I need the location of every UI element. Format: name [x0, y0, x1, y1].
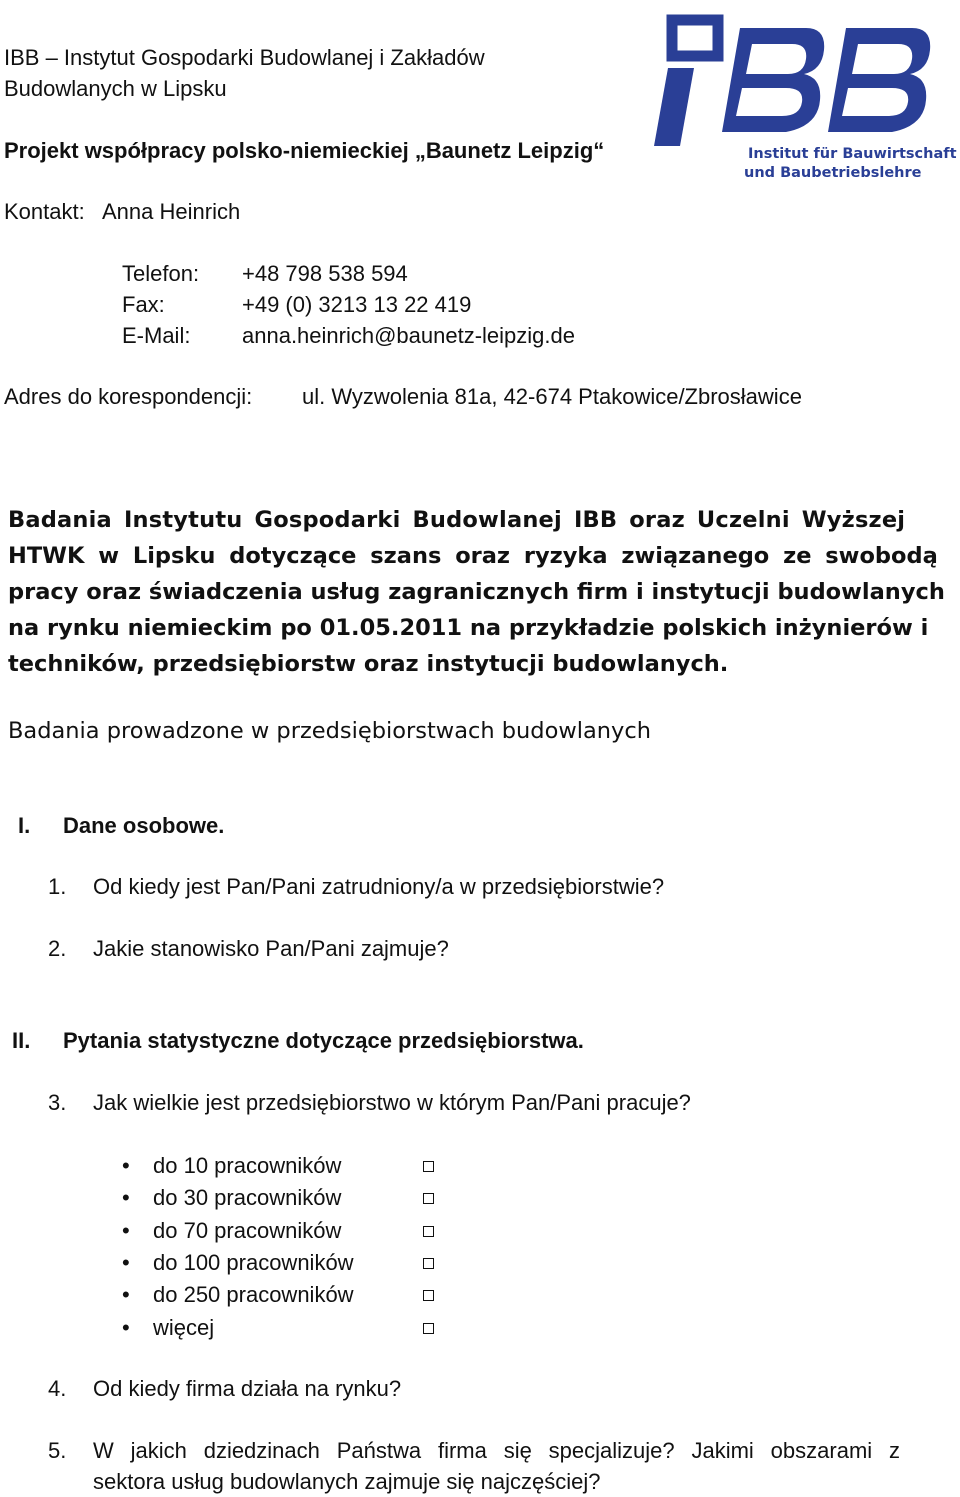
question-4-text: Od kiedy firma działa na rynku?: [93, 1376, 402, 1401]
phone-value: +48 798 538 594: [242, 261, 408, 286]
question-5-number: 5.: [48, 1438, 67, 1463]
logo-text-line1: Institut für Bauwirtschaft: [748, 146, 957, 162]
question-4-number: 4.: [48, 1376, 67, 1401]
ibb-logo: [636, 8, 957, 188]
title-line-1: Badania Instytutu Gospodarki Budowlanej IBB oraz Uczelni Wyższej: [8, 507, 906, 533]
question-2-number: 2.: [48, 936, 67, 961]
section-2-title: Pytania statystyczne dotyczące przedsiębiorstwa.: [63, 1028, 584, 1053]
option-label: do 100 pracowników: [153, 1250, 354, 1275]
q5-word: Jakimi: [691, 1438, 754, 1463]
option-checkbox[interactable]: [423, 1226, 434, 1237]
bullet-icon: •: [122, 1153, 130, 1178]
option-label: do 70 pracowników: [153, 1218, 342, 1243]
question-1-number: 1.: [48, 874, 67, 899]
bullet-icon: •: [122, 1218, 130, 1243]
title-line-5: techników, przedsiębiorstw oraz instytucji budowlanych.: [8, 651, 729, 677]
bullet-icon: •: [122, 1282, 130, 1307]
title-line-4: na rynku niemieckim po 01.05.2011 na przykładzie polskich inżynierów i: [8, 615, 929, 641]
subheading: Badania prowadzone w przedsiębiorstwach budowlanych: [8, 718, 651, 744]
option-label: więcej: [153, 1315, 215, 1340]
q5-word: firma: [437, 1438, 487, 1463]
logo-letter-b1: [722, 28, 824, 132]
option-checkbox[interactable]: [423, 1193, 434, 1204]
section-2-number: II.: [12, 1028, 31, 1053]
document-title: [8, 502, 945, 682]
option-checkbox[interactable]: [423, 1290, 434, 1301]
fax-value: +49 (0) 3213 13 22 419: [242, 292, 472, 317]
phone-label: Telefon:: [122, 261, 200, 286]
section-1-title: Dane osobowe.: [63, 813, 225, 838]
contact-label: Kontakt:: [4, 199, 85, 224]
org-name-line1: IBB – Instytut Gospodarki Budowlanej i Zakładów: [4, 45, 485, 70]
option-label: do 250 pracowników: [153, 1282, 354, 1307]
question-3-number: 3.: [48, 1090, 67, 1115]
q5-word: obszarami: [770, 1438, 873, 1463]
title-line-2: HTWK w Lipsku dotyczące szans oraz ryzyka związanego ze swobodą: [8, 543, 938, 569]
logo-text-line2: und Baubetriebslehre: [744, 165, 922, 181]
q5-word: się: [503, 1438, 532, 1463]
email-value: anna.heinrich@baunetz-leipzig.de: [242, 323, 575, 348]
option-label: do 30 pracowników: [153, 1185, 342, 1210]
email-label: E-Mail:: [122, 323, 191, 348]
option-checkbox[interactable]: [423, 1323, 434, 1334]
bullet-icon: •: [122, 1185, 130, 1210]
q5-word: dziedzinach: [203, 1438, 320, 1463]
question-2-text: Jakie stanowisko Pan/Pani zajmuje?: [93, 936, 449, 961]
question-1-text: Od kiedy jest Pan/Pani zatrudniony/a w przedsiębiorstwie?: [93, 874, 665, 899]
section-1-number: I.: [18, 813, 31, 838]
bullet-icon: •: [122, 1250, 130, 1275]
logo-letter-b2: [828, 28, 930, 132]
option-checkbox[interactable]: [423, 1258, 434, 1269]
question-5-text-line1: [93, 1435, 900, 1466]
option-label: do 10 pracowników: [153, 1153, 342, 1178]
logo-square-outline: [672, 20, 718, 56]
fax-label: Fax:: [122, 292, 165, 317]
q5-word: jakich: [130, 1438, 187, 1463]
project-title: Projekt współpracy polsko-niemieckiej „Baunetz Leipzig“: [4, 138, 605, 163]
address-value: ul. Wyzwolenia 81a, 42-674 Ptakowice/Zbrosławice: [302, 384, 802, 409]
bullet-icon: •: [122, 1315, 130, 1340]
address-label: Adres do korespondencji:: [4, 384, 253, 409]
q5-word: z: [889, 1438, 900, 1463]
q5-word: W: [93, 1438, 114, 1463]
question-3-text: Jak wielkie jest przedsiębiorstwo w którym Pan/Pani pracuje?: [93, 1090, 691, 1115]
title-line-3: pracy oraz świadczenia usług zagranicznych firm i instytucji budowlanych: [8, 579, 945, 605]
q5-word: specjalizuje?: [548, 1438, 675, 1463]
question-5-text-line2: sektora usług budowlanych zajmuje się najczęściej?: [93, 1469, 601, 1494]
logo-letter-i: [654, 68, 694, 146]
q5-word: Państwa: [336, 1438, 422, 1463]
org-name-line2: Budowlanych w Lipsku: [4, 76, 227, 101]
contact-name: Anna Heinrich: [102, 199, 241, 224]
option-checkbox[interactable]: [423, 1161, 434, 1172]
